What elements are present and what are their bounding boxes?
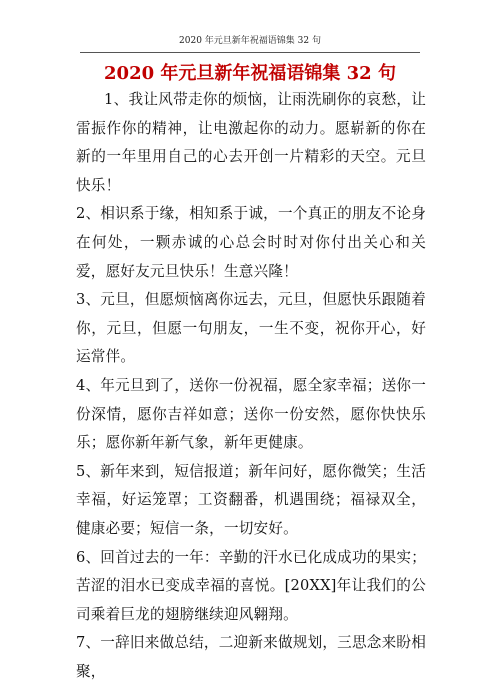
running-header: 2020 年元旦新年祝福语锦集 32 句 [179,36,321,46]
paragraph-5: 5、新年来到，短信报道；新年问好，愿你微笑；生活幸福，好运笼罩；工资翻番，机遇围绕；福禄双全，健康必要；短信一条，一切安好。 [76,462,426,537]
document-body [76,86,426,686]
paragraph-6: 6、回首过去的一年：辛勤的汗水已化成成功的果实；苦涩的泪水已变成幸福的喜悦。[20XX]年让我们的公司乘着巨龙的翅膀继续迎风翱翔。 [76,548,426,623]
document-title: 2020 年元旦新年祝福语锦集 32 句 [104,63,396,84]
paragraph-7: 7、一辞旧来做总结，二迎新来做规划，三思念来盼相聚， [76,634,426,680]
header-divider [80,52,420,53]
paragraph-2: 2、相识系于缘，相知系于诚，一个真正的朋友不论身在何处，一颗赤诚的心总会时时对你付出关心和关爱，愿好友元旦快乐！生意兴隆！ [76,205,426,280]
paragraph-3: 3、元旦，但愿烦恼离你远去，元旦，但愿快乐跟随着你，元旦，但愿一句朋友，一生不变，祝你开心，好运常伴。 [76,291,426,366]
paragraph-4: 4、年元旦到了，送你一份祝福，愿全家幸福；送你一份深情，愿你吉祥如意；送你一份安然，愿你快快乐乐；愿你新年新气象，新年更健康。 [76,376,426,452]
paragraph-1: 1、我让风带走你的烦恼，让雨洗刷你的哀愁，让雷振作你的精神，让电激起你的动力。愿崭新的你在新的一年里用自己的心去开创一片精彩的天空。元旦快乐！ [76,91,426,194]
